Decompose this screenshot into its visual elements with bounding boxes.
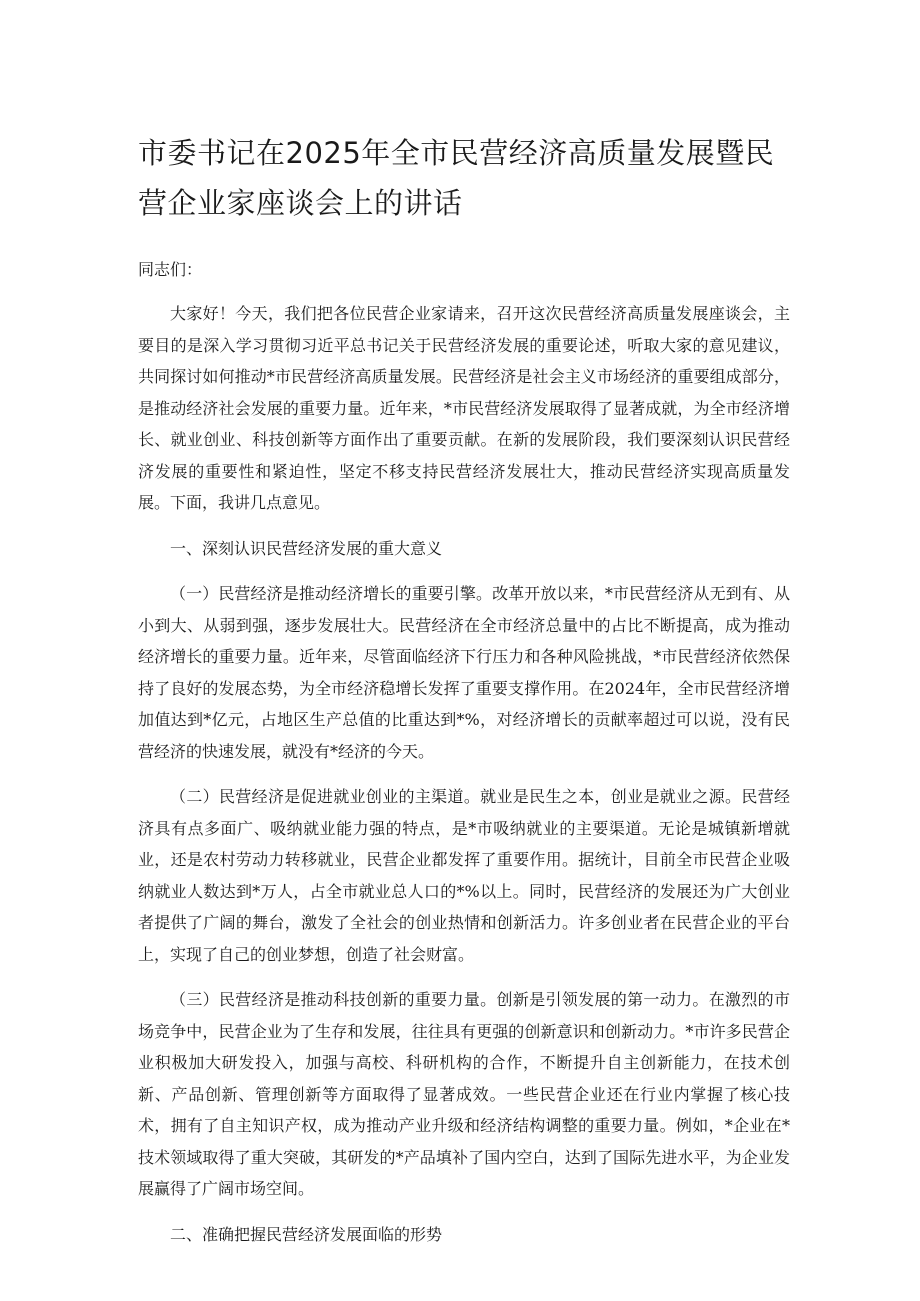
- section1-paragraph-2: （二）民营经济是促进就业创业的主渠道。就业是民生之本，创业是就业之源。民营经济具有点多面广、吸纳就业能力强的特点，是*市吸纳就业的主要渠道。无论是城镇新增就业，还是农村劳动力转移就业，民营企业都发挥了重要作用。据统计，目前全市民营企业吸纳就业人数达到*万人，占全市就业总人口的*%以上。同时，民营经济的发展还为广大创业者提供了广阔的舞台，激发了全社会的创业热情和创新活力。许多创业者在民营企业的平台上，实现了自己的创业梦想，创造了社会财富。: [138, 787, 790, 964]
- intro-paragraph: 大家好！今天，我们把各位民营企业家请来，召开这次民营经济高质量发展座谈会，主要目的是深入学习贯彻习近平总书记关于民营经济发展的重要论述，听取大家的意见建议，共同探讨如何推动*市民营经济高质量发展。民营经济是社会主义市场经济的重要组成部分，是推动经济社会发展的重要力量。近年来，*市民营经济发展取得了显著成就，为全市经济增长、就业创业、科技创新等方面作出了重要贡献。在新的发展阶段，我们要深刻认识民营经济发展的重要性和紧迫性，坚定不移支持民营经济发展壮大，推动民营经济实现高质量发展。下面，我讲几点意见。: [138, 304, 790, 512]
- section1-paragraph-3: （三）民营经济是推动科技创新的重要力量。创新是引领发展的第一动力。在激烈的市场竞争中，民营企业为了生存和发展，往往具有更强的创新意识和创新动力。*市许多民营企业积极加大研发投入，加强与高校、科研机构的合作，不断提升自主创新能力，在技术创新、产品创新、管理创新等方面取得了显著成效。一些民营企业还在行业内掌握了核心技术，拥有了自主知识产权，成为推动产业升级和经济结构调整的重要力量。例如，*企业在*技术领域取得了重大突破，其研发的*产品填补了国内空白，达到了国际先进水平，为企业发展赢得了广阔市场空间。: [138, 990, 790, 1198]
- document-title: 市委书记在2025年全市民营经济高质量发展暨民营企业家座谈会上的讲话: [138, 136, 775, 220]
- section1-paragraph-1: （一）民营经济是推动经济增长的重要引擎。改革开放以来，*市民营经济从无到有、从小到大、从弱到强，逐步发展壮大。民营经济在全市经济总量中的占比不断提高，成为推动经济增长的重要力量。近年来，尽管面临经济下行压力和各种风险挑战，*市民营经济依然保持了良好的发展态势，为全市经济稳增长发挥了重要支撑作用。在2024年，全市民营经济增加值达到*亿元，占地区生产总值的比重达到*%，对经济增长的贡献率超过可以说，没有民营经济的快速发展，就没有*经济的今天。: [138, 584, 790, 761]
- section-heading-2: 二、准确把握民营经济发展面临的形势: [170, 1224, 443, 1244]
- section-heading-1: 一、深刻认识民营经济发展的重大意义: [170, 538, 443, 558]
- salutation: 同志们：: [138, 260, 203, 279]
